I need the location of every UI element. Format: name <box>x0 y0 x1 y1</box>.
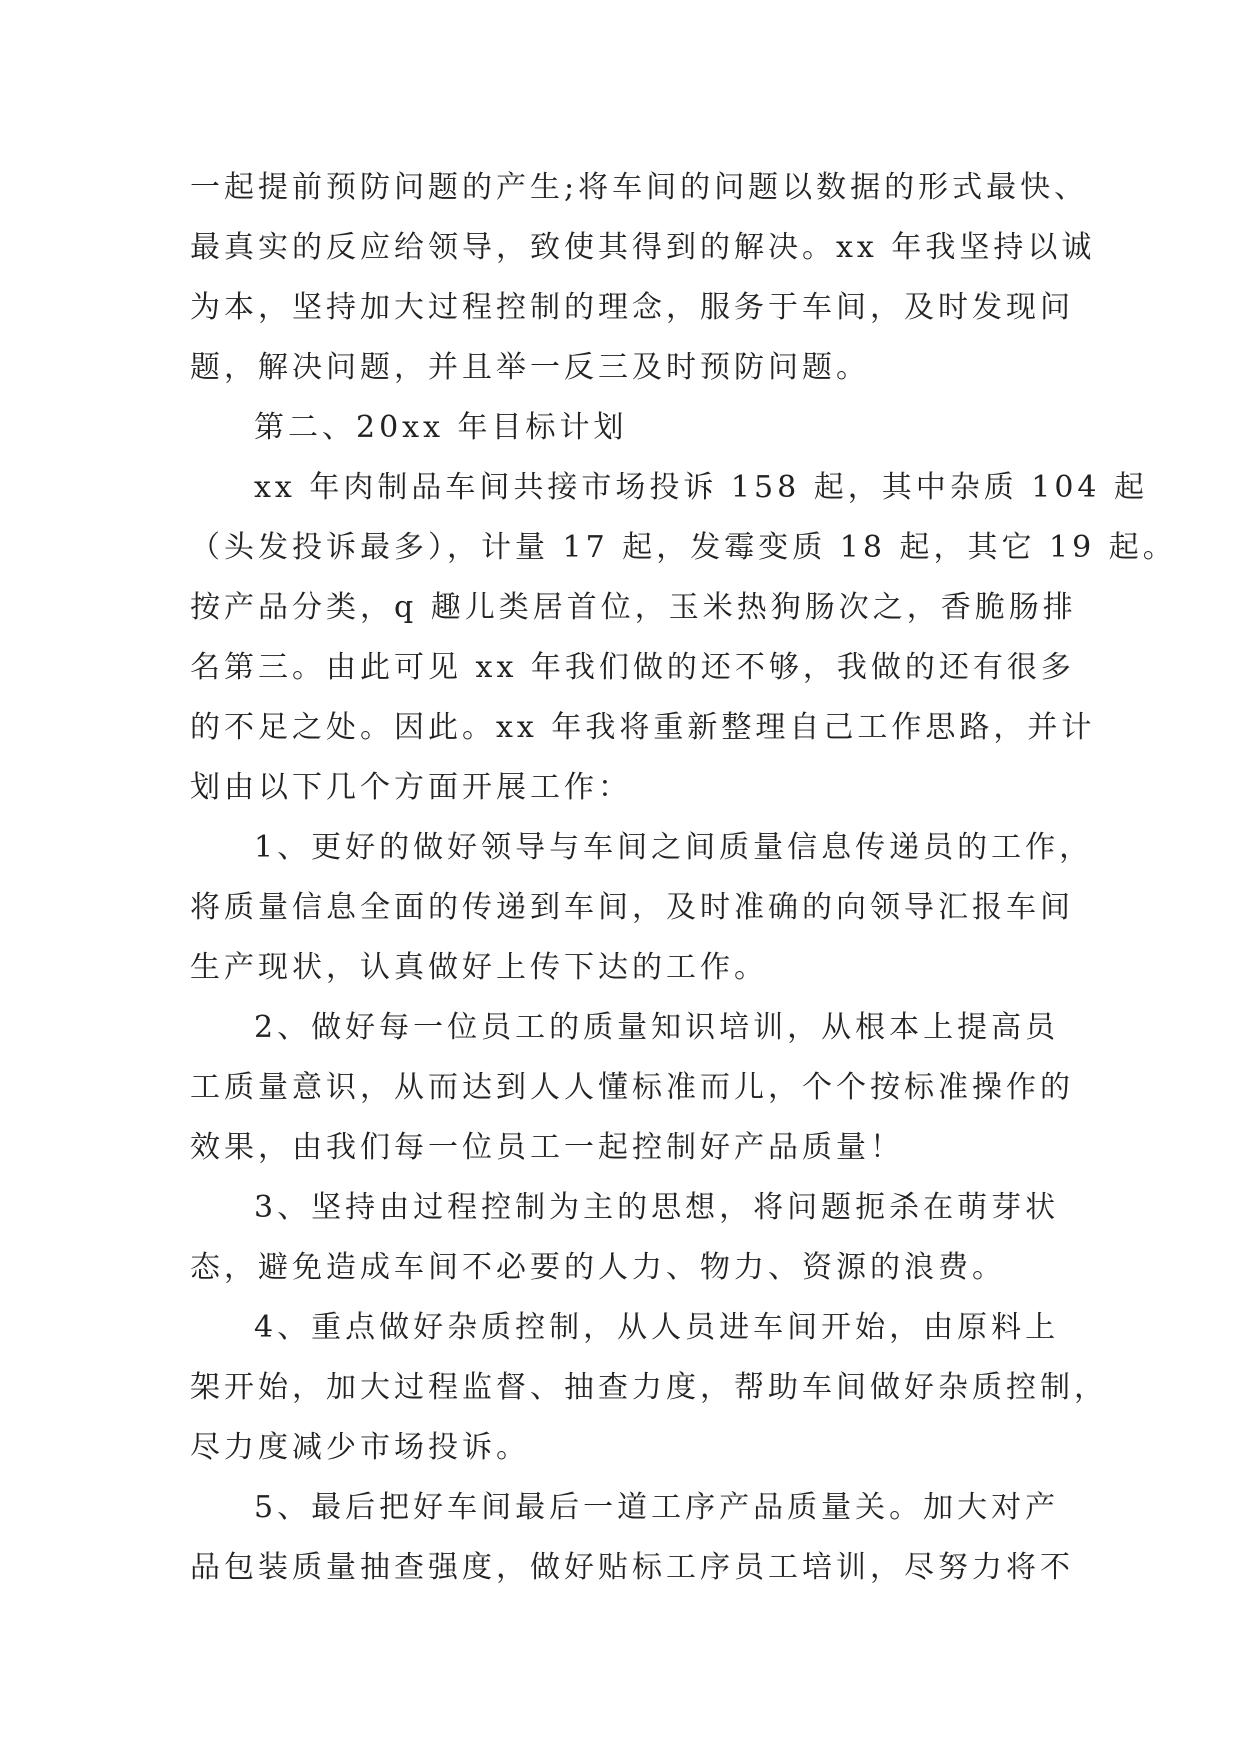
list-item-5: 5、最后把好车间最后一道工序产品质量关。加大对产 <box>254 1490 1060 1525</box>
list-item-3: 3、坚持由过程控制为主的思想，将问题扼杀在萌芽状 <box>254 1190 1060 1225</box>
text-line: 品包装质量抽查强度，做好贴标工序员工培训，尽努力将不 <box>190 1550 1074 1585</box>
section-heading: 第二、20xx 年目标计划 <box>254 410 628 445</box>
list-item-2: 2、做好每一位员工的质量知识培训，从根本上提高员 <box>254 1010 1060 1045</box>
text-line: xx 年肉制品车间共接市场投诉 158 起，其中杂质 104 起 <box>254 470 1149 505</box>
document-body <box>190 158 1177 1598</box>
text-line: 尽力度减少市场投诉。 <box>190 1430 530 1465</box>
list-item-1: 1、更好的做好领导与车间之间质量信息传递员的工作， <box>254 830 1094 865</box>
text-line: 的不足之处。因此。xx 年我将重新整理自己工作思路，并计 <box>190 710 1096 745</box>
list-item-4: 4、重点做好杂质控制，从人员进车间开始，由原料上 <box>254 1310 1060 1345</box>
text-line: 按产品分类，q 趣儿类居首位，玉米热狗肠次之，香脆肠排 <box>190 590 1077 625</box>
text-line: 工质量意识，从而达到人人懂标准而儿，个个按标准操作的 <box>190 1070 1074 1105</box>
text-line: 一起提前预防问题的产生;将车间的问题以数据的形式最快、 <box>190 170 1089 205</box>
text-line: 态，避免造成车间不必要的人力、物力、资源的浪费。 <box>190 1250 1006 1285</box>
text-line: 最真实的反应给领导，致使其得到的解决。xx 年我坚持以诚 <box>190 230 1096 265</box>
text-line: 划由以下几个方面开展工作： <box>190 770 632 805</box>
text-line: 生产现状，认真做好上传下达的工作。 <box>190 950 768 985</box>
text-line: 将质量信息全面的传递到车间，及时准确的向领导汇报车间 <box>190 890 1074 925</box>
text-line: 题，解决问题，并且举一反三及时预防问题。 <box>190 350 870 385</box>
text-line: （头发投诉最多），计量 17 起，发霉变质 18 起，其它 19 起。 <box>190 530 1177 565</box>
text-line: 名第三。由此可见 xx 年我们做的还不够，我做的还有很多 <box>190 650 1075 685</box>
text-line: 效果，由我们每一位员工一起控制好产品质量！ <box>190 1130 904 1165</box>
text-line: 架开始，加大过程监督、抽查力度，帮助车间做好杂质控制， <box>190 1370 1108 1405</box>
text-line: 为本，坚持加大过程控制的理念，服务于车间，及时发现问 <box>190 290 1074 325</box>
